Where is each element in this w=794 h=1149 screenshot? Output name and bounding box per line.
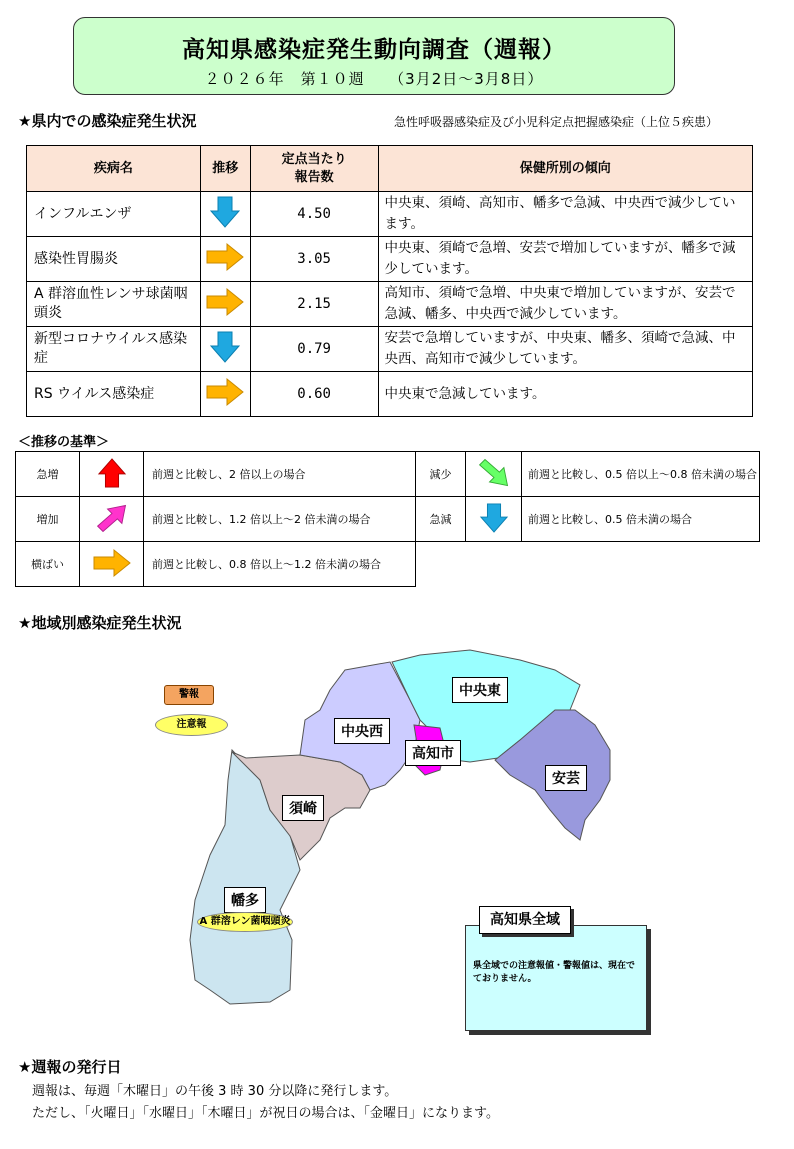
col-header-trend: 推移 — [200, 146, 250, 192]
report-value: 2.15 — [250, 282, 378, 327]
region-label-hata: 幡多 — [224, 887, 266, 913]
arrow-right-icon — [205, 377, 245, 407]
publication-note-1: 週報は、毎週「木曜日」の午後 3 時 30 分以降に発行します。 — [32, 1084, 398, 1099]
section-heading-region: ★地域別感染症発生状況 — [18, 614, 182, 632]
section-heading-prefecture: ★県内での感染症発生状況 — [18, 112, 197, 130]
disease-name: A 群溶血性レンサ球菌咽頭炎 — [27, 282, 201, 327]
page-title: 高知県感染症発生動向調査（週報） — [182, 37, 566, 63]
arrow-right-icon — [92, 548, 132, 578]
disease-name: 新型コロナウイルス感染症 — [27, 327, 201, 372]
table-row — [27, 192, 753, 237]
col-header-disease: 疾病名 — [27, 146, 201, 192]
report-value: 3.05 — [250, 237, 378, 282]
disease-name: RS ウイルス感染症 — [27, 372, 201, 417]
table-header-row — [27, 146, 753, 192]
trend-description: 中央東、須崎で急増、安芸で増加していますが、幡多で減少しています。 — [378, 237, 752, 282]
trend-description: 高知市、須崎で急増、中央東で増加していますが、安芸で急減、幡多、中央西で減少しています。 — [378, 282, 752, 327]
table-row — [27, 237, 753, 282]
legend-table — [15, 451, 760, 587]
legend-label: 減少 — [416, 452, 466, 497]
trend-description: 中央東、須崎、高知市、幡多で急減、中央西で減少しています。 — [378, 192, 752, 237]
prefecture-summary-text: 県全域での注意報値・警報値は、現在でておりません。 — [473, 961, 636, 984]
publication-note-2: ただし、「火曜日」「水曜日」「木曜日」が祝日の場合は、「金曜日」になります。 — [32, 1106, 499, 1121]
section-heading-publication: ★週報の発行日 — [18, 1058, 122, 1076]
legend-label: 急増 — [16, 452, 80, 497]
arrow-down-icon — [479, 502, 509, 534]
disease-name: インフルエンザ — [27, 192, 201, 237]
table-row — [27, 282, 753, 327]
legend-row — [16, 452, 760, 497]
region-label-aki: 安芸 — [545, 765, 587, 791]
arrow-right-icon — [205, 242, 245, 272]
report-value: 4.50 — [250, 192, 378, 237]
report-value: 0.60 — [250, 372, 378, 417]
arrow-up-right-icon — [94, 502, 130, 534]
region-label-susaki: 須崎 — [282, 795, 324, 821]
legend-row — [16, 542, 760, 587]
alarm-legend-badge: 警報 — [164, 685, 214, 705]
arrow-down-icon — [209, 195, 241, 229]
title-box — [73, 17, 675, 95]
col-header-trend-by-health-center: 保健所別の傾向 — [378, 146, 752, 192]
legend-desc: 前週と比較し、0.5 倍未満の場合 — [522, 497, 760, 542]
trend-description: 中央東で急減しています。 — [378, 372, 752, 417]
legend-row — [16, 497, 760, 542]
kochi-map — [0, 640, 794, 1040]
legend-label: 増加 — [16, 497, 80, 542]
page-subtitle: ２０２６年 第１０週 （3月2日～3月8日） — [204, 70, 544, 88]
region-label-chuo-nishi: 中央西 — [334, 718, 390, 744]
legend-desc: 前週と比較し、1.2 倍以上～2 倍未満の場合 — [144, 497, 416, 542]
legend-desc: 前週と比較し、0.8 倍以上～1.2 倍未満の場合 — [144, 542, 416, 587]
region-label-chuo-higashi: 中央東 — [452, 677, 508, 703]
col-header-value: 定点当たり 報告数 — [250, 146, 378, 192]
disease-name: 感染性胃腸炎 — [27, 237, 201, 282]
prefecture-summary-title: 高知県全域 — [479, 906, 571, 934]
disease-table — [26, 145, 753, 417]
hata-caution-badge: A 群溶レン菌咽頭炎 — [197, 912, 293, 932]
region-label-kochi-city: 高知市 — [405, 740, 461, 766]
legend-label: 横ばい — [16, 542, 80, 587]
legend-desc: 前週と比較し、0.5 倍以上～0.8 倍未満の場合 — [522, 452, 760, 497]
legend-desc: 前週と比較し、2 倍以上の場合 — [144, 452, 416, 497]
arrow-right-icon — [205, 287, 245, 317]
arrow-down-right-icon — [476, 457, 512, 489]
arrow-down-icon — [209, 330, 241, 364]
arrow-up-icon — [97, 457, 127, 489]
table-row — [27, 327, 753, 372]
section-note: 急性呼吸器感染症及び小児科定点把握感染症（上位５疾患） — [394, 115, 719, 129]
table-row — [27, 372, 753, 417]
report-value: 0.79 — [250, 327, 378, 372]
trend-description: 安芸で急増していますが、中央東、幡多、須崎で急減、中央西、高知市で減少しています。 — [378, 327, 752, 372]
caution-legend-badge: 注意報 — [155, 714, 228, 736]
legend-label: 急減 — [416, 497, 466, 542]
legend-heading: ＜推移の基準＞ — [18, 435, 110, 450]
